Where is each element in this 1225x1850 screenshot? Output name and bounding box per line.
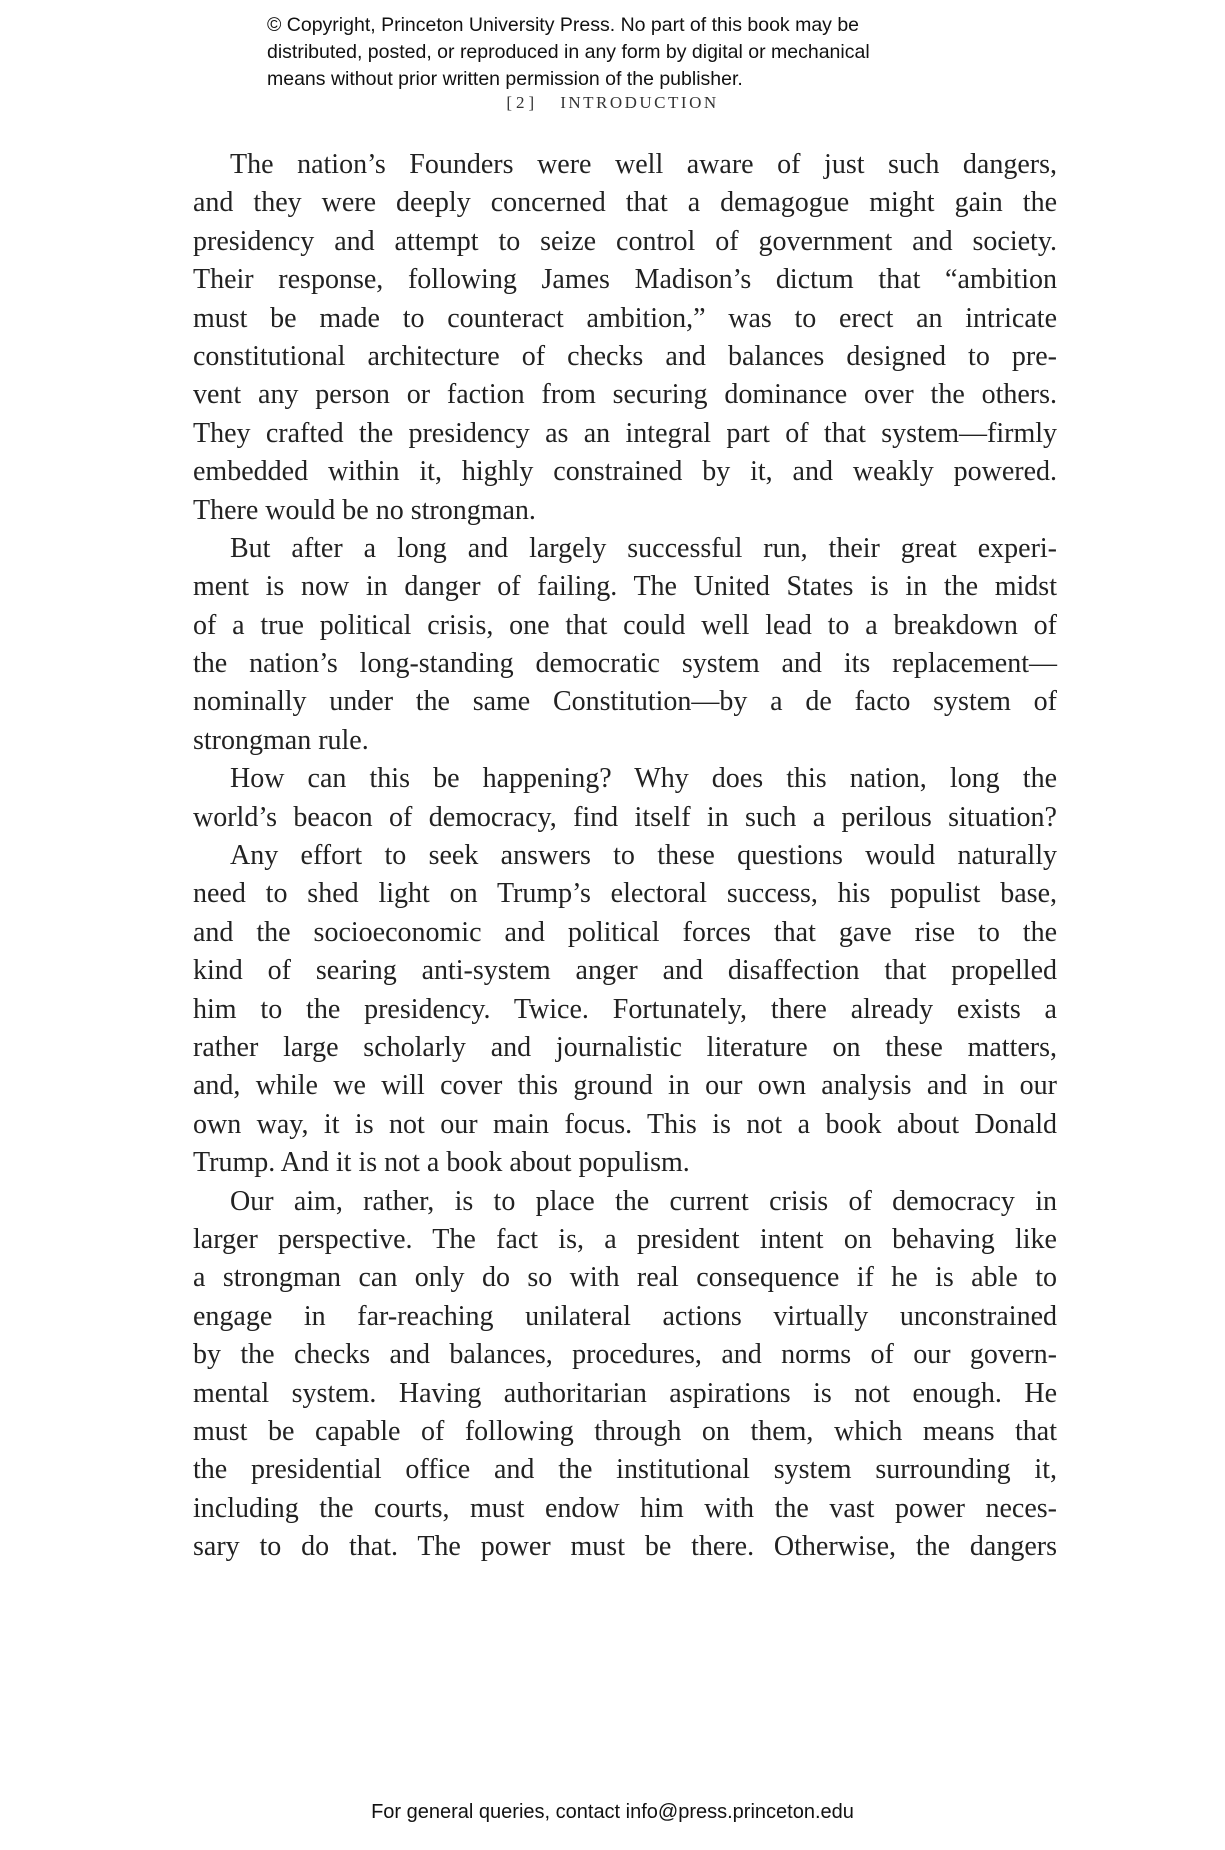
footer-contact: For general queries, contact info@press.princeton.edu (371, 1801, 854, 1823)
page-number: [2] (506, 93, 539, 112)
text-line: embedded within it, highly constrained by it, and weakly powered. (193, 456, 1057, 488)
text-line: strongman rule. (193, 724, 369, 756)
text-line: They crafted the presidency as an integral part of that system—firmly (193, 417, 1057, 449)
text-line: him to the presidency. Twice. Fortunately, there already exists a (193, 993, 1057, 1025)
text-line: How can this be happening? Why does this nation, long the (230, 763, 1057, 795)
copyright-notice-line: © Copyright, Princeton University Press. No part of this book may be (267, 14, 860, 36)
text-line: world’s beacon of democracy, find itself in such a perilous situation? (193, 801, 1057, 833)
text-line: kind of searing anti-system anger and disaffection that propelled (193, 955, 1057, 987)
text-line: including the courts, must endow him with the vast power neces- (193, 1492, 1057, 1524)
text-line: engage in far-reaching unilateral actions virtually unconstrained (193, 1300, 1057, 1332)
paragraph (193, 146, 1057, 530)
text-line: by the checks and balances, procedures, and norms of our govern- (193, 1339, 1057, 1371)
text-line: larger perspective. The fact is, a president intent on behaving like (193, 1223, 1057, 1255)
text-line: own way, it is not our main focus. This is not a book about Donald (193, 1108, 1057, 1140)
text-line: and they were deeply concerned that a demagogue might gain the (193, 187, 1057, 219)
text-line: constitutional architecture of checks and balances designed to pre- (193, 340, 1057, 372)
copyright-notice (267, 12, 987, 93)
text-line: The nation’s Founders were well aware of just such dangers, (230, 149, 1057, 180)
paragraph (193, 837, 1057, 1183)
text-line: must be capable of following through on them, which means that (193, 1415, 1057, 1447)
copyright-notice-line: distributed, posted, or reproduced in any form by digital or mechanical (267, 41, 870, 63)
running-head (0, 93, 1225, 113)
text-line: mental system. Having authoritarian aspirations is not enough. He (193, 1377, 1057, 1409)
text-line: nominally under the same Constitution—by a de facto system of (193, 686, 1057, 718)
text-line: the nation’s long-standing democratic system and its replacement— (193, 648, 1057, 680)
text-line: Any effort to seek answers to these questions would naturally (230, 840, 1057, 872)
text-line: and the socioeconomic and political forces that gave rise to the (193, 916, 1057, 948)
text-line: and, while we will cover this ground in our own analysis and in our (193, 1070, 1057, 1102)
text-line: must be made to counteract ambition,” was to erect an intricate (193, 302, 1057, 334)
paragraph (193, 1183, 1057, 1567)
text-line: the presidential office and the institutional system surrounding it, (193, 1454, 1057, 1486)
section-title: INTRODUCTION (560, 93, 719, 112)
text-line: vent any person or faction from securing dominance over the others. (193, 379, 1057, 411)
text-line: presidency and attempt to seize control of government and society. (193, 225, 1057, 257)
body-text (193, 146, 1057, 1566)
text-line: ment is now in danger of failing. The United States is in the midst (193, 571, 1057, 603)
text-line: a strongman can only do so with real consequence if he is able to (193, 1262, 1057, 1294)
text-line: of a true political crisis, one that could well lead to a breakdown of (193, 609, 1057, 641)
text-line: need to shed light on Trump’s electoral success, his populist base, (193, 878, 1057, 910)
copyright-notice-line: means without prior written permission of the publisher. (267, 68, 743, 90)
text-line: sary to do that. The power must be there. Otherwise, the dangers (193, 1531, 1057, 1563)
text-line: There would be no strongman. (193, 494, 536, 526)
text-line: Their response, following James Madison’s dictum that “ambition (193, 264, 1057, 296)
text-line: Our aim, rather, is to place the current crisis of democracy in (230, 1185, 1057, 1217)
paragraph (193, 530, 1057, 760)
paragraph (193, 760, 1057, 837)
text-line: Trump. And it is not a book about populism. (193, 1147, 690, 1179)
text-line: But after a long and largely successful run, their great experi- (230, 532, 1057, 564)
text-line: rather large scholarly and journalistic literature on these matters, (193, 1031, 1057, 1063)
